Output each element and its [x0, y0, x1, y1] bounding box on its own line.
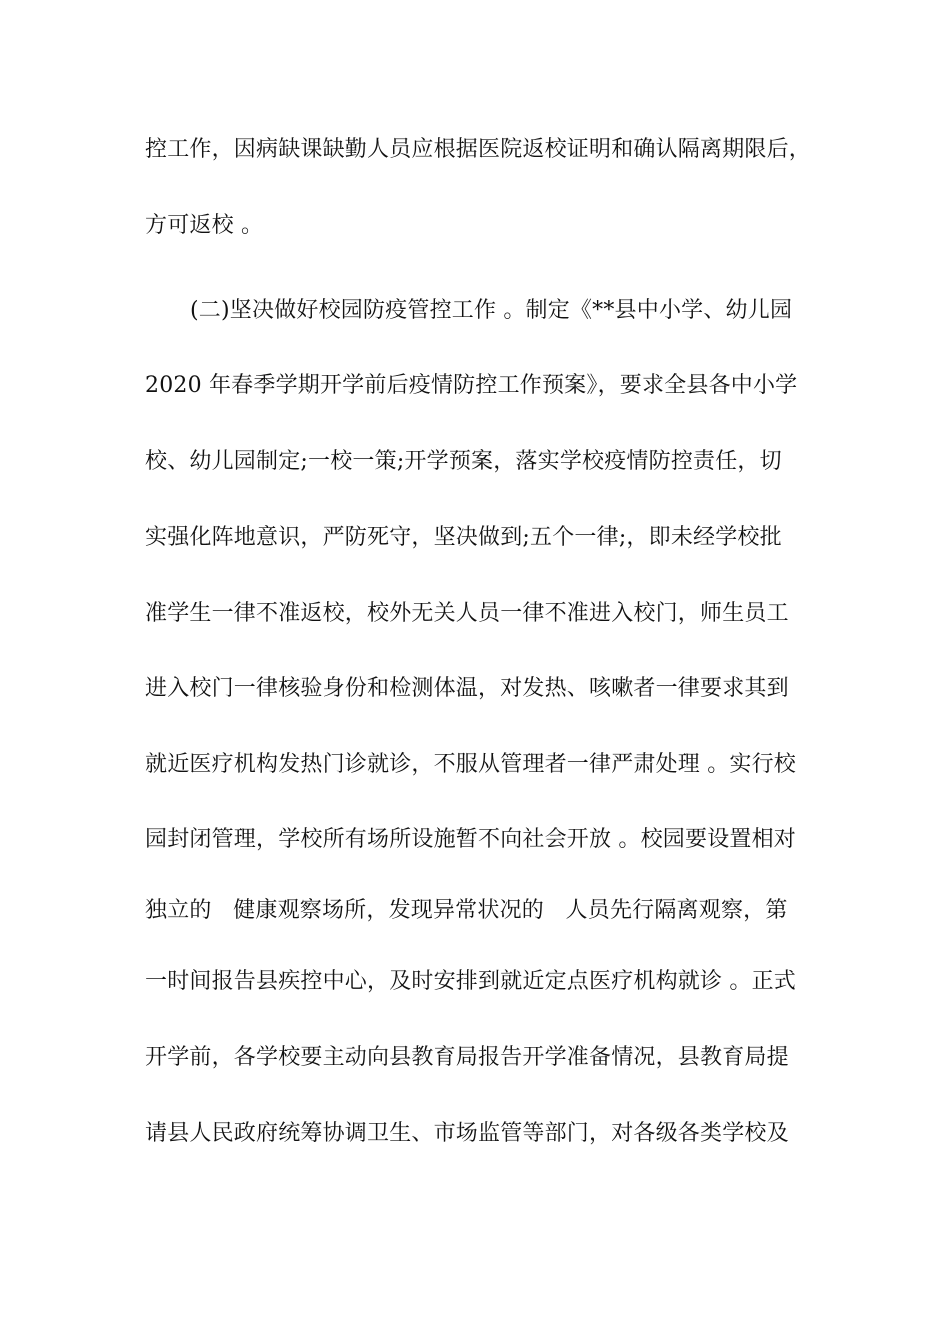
text-line-5: 校、幼儿园制定;一校一策;开学预案，落实学校疫情防控责任，切: [145, 449, 782, 474]
text-line-11: 独立的 健康观察场所，发现异常状况的 人员先行隔离观察，第: [145, 898, 788, 923]
text-line-13: 开学前，各学校要主动向县教育局报告开学准备情况，县教育局提: [145, 1045, 789, 1070]
text-line-12: 一时间报告县疾控中心，及时安排到就近定点医疗机构就诊 。正式: [145, 969, 796, 994]
text-line-14: 请县人民政府统筹协调卫生、市场监管等部门，对各级各类学校及: [145, 1121, 789, 1146]
text-line-6: 实强化阵地意识，严防死守，坚决做到;五个一律;，即未经学校批: [145, 525, 782, 550]
text-line-9: 就近医疗机构发热门诊就诊，不服从管理者一律严肃处理 。实行校: [145, 752, 796, 777]
text-line-3: (二)坚决做好校园防疫管控工作 。制定《**县中小学、幼儿园: [190, 298, 793, 323]
text-line-2: 方可返校 。: [145, 213, 264, 238]
text-line-7: 准学生一律不准返校，校外无关人员一律不准进入校门，师生员工: [145, 601, 789, 626]
text-line-1: 控工作，因病缺课缺勤人员应根据医院返校证明和确认隔离期限后，: [145, 137, 812, 162]
text-line-10: 园封闭管理，学校所有场所设施暂不向社会开放 。校园要设置相对: [145, 827, 796, 852]
text-line-4: 2020 年春季学期开学前后疫情防控工作预案》，要求全县各中小学: [145, 373, 798, 398]
text-line-8: 进入校门一律核验身份和检测体温，对发热、咳嗽者一律要求其到: [145, 676, 789, 701]
